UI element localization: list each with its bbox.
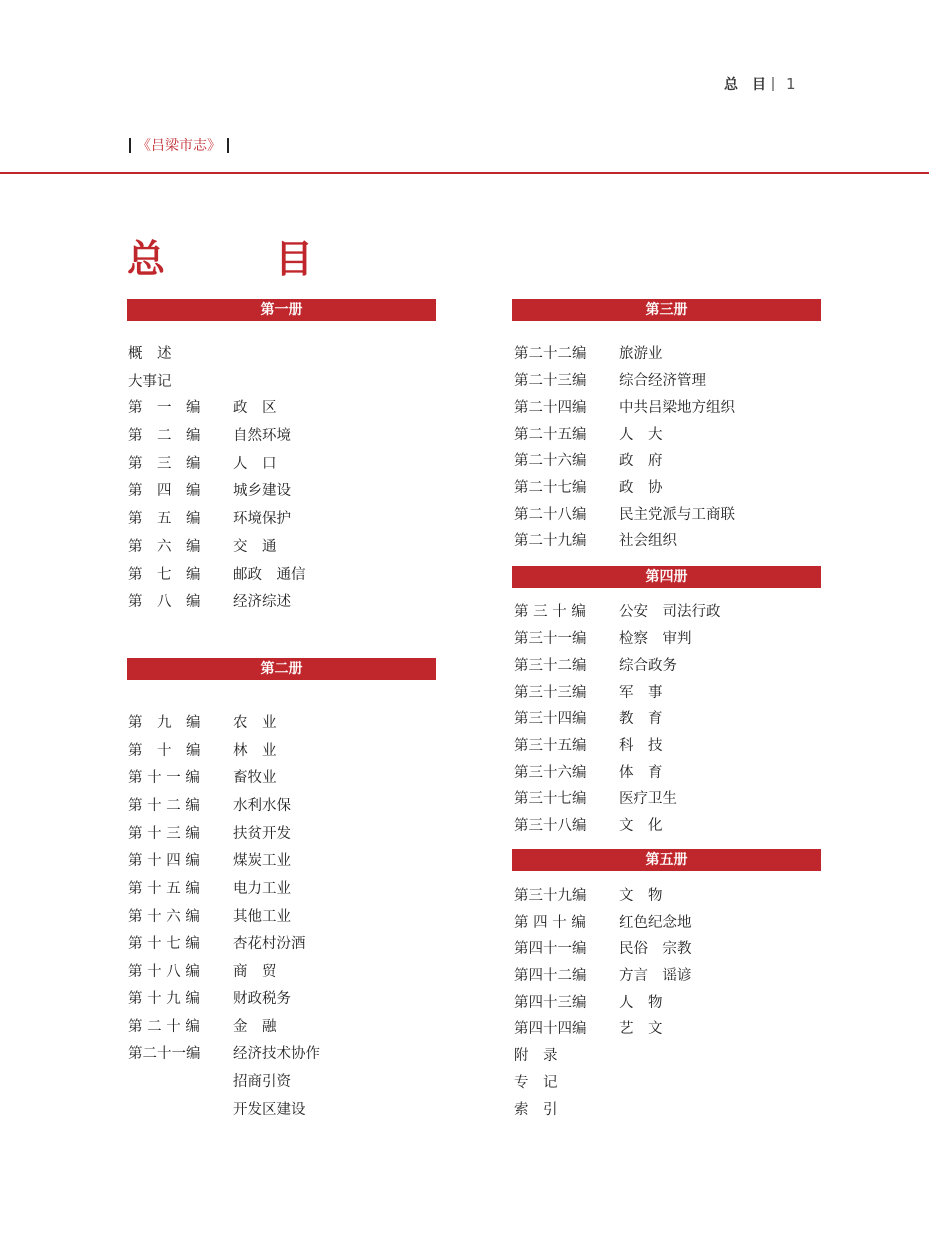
toc-part-number: 第二十九编 [514, 533, 587, 549]
toc-part-title: 中共吕梁地方组织 [619, 400, 735, 416]
toc-part-title: 招商引资 [233, 1074, 291, 1090]
volume-2-banner: 第二册 [127, 658, 436, 680]
toc-part-number: 索 引 [514, 1102, 558, 1118]
toc-part-title: 其他工业 [233, 909, 291, 925]
toc-part-number: 第 三 编 [128, 456, 201, 472]
toc-part-number: 第 四 十 编 [514, 915, 586, 931]
toc-part-title: 金 融 [233, 1019, 277, 1035]
toc-part-number: 第 十 四 编 [128, 853, 200, 869]
toc-part-title: 社会组织 [619, 533, 677, 549]
page-title: 总 目 [127, 236, 350, 281]
book-title-tag [129, 135, 229, 155]
toc-part-title: 医疗卫生 [619, 791, 677, 807]
toc-part-title: 开发区建设 [233, 1102, 306, 1118]
toc-part-number: 第 十 八 编 [128, 964, 200, 980]
toc-part-number: 专 记 [514, 1075, 558, 1091]
toc-part-title: 经济综述 [233, 594, 291, 610]
header-rule [0, 172, 929, 174]
toc-part-title: 财政税务 [233, 991, 291, 1007]
toc-part-title: 农 业 [233, 715, 277, 731]
toc-part-number: 第三十六编 [514, 765, 587, 781]
toc-part-number: 第 十 二 编 [128, 798, 200, 814]
toc-part-title: 自然环境 [233, 428, 291, 444]
toc-part-title: 畜牧业 [233, 770, 277, 786]
toc-part-number: 附 录 [514, 1048, 558, 1064]
toc-part-title: 综合经济管理 [619, 373, 706, 389]
toc-part-number: 第 十 九 编 [128, 991, 200, 1007]
header-separator [772, 77, 774, 91]
toc-part-number: 第三十四编 [514, 711, 587, 727]
toc-part-title: 民俗 宗教 [619, 941, 692, 957]
toc-part-title: 政 府 [619, 453, 663, 469]
toc-part-number: 第 七 编 [128, 567, 201, 583]
toc-part-number: 第 九 编 [128, 715, 201, 731]
toc-part-number: 第三十一编 [514, 631, 587, 647]
toc-part-title: 杏花村汾酒 [233, 936, 306, 952]
toc-part-title: 检察 审判 [619, 631, 692, 647]
toc-part-title: 军 事 [619, 685, 663, 701]
toc-part-number: 第三十七编 [514, 791, 587, 807]
toc-part-title: 环境保护 [233, 511, 291, 527]
toc-part-title: 人 口 [233, 456, 277, 472]
toc-part-number: 第二十五编 [514, 427, 587, 443]
toc-part-number: 第三十九编 [514, 888, 587, 904]
toc-part-number: 第 三 十 编 [514, 604, 586, 620]
toc-part-number: 第三十八编 [514, 818, 587, 834]
toc-part-number: 第三十五编 [514, 738, 587, 754]
toc-part-number: 第三十三编 [514, 685, 587, 701]
toc-part-number: 第四十一编 [514, 941, 587, 957]
toc-part-title: 方言 谣谚 [619, 968, 692, 984]
toc-part-number: 第二十七编 [514, 480, 587, 496]
book-title: 《吕梁市志》 [137, 138, 221, 154]
toc-part-title: 电力工业 [233, 881, 291, 897]
toc-part-title: 教 育 [619, 711, 663, 727]
toc-part-title: 煤炭工业 [233, 853, 291, 869]
toc-part-number: 第 十 七 编 [128, 936, 200, 952]
book-title-left-bar [129, 138, 131, 153]
volume-4-banner: 第四册 [512, 566, 821, 588]
toc-part-number: 第 一 编 [128, 400, 201, 416]
toc-part-number: 第 五 编 [128, 511, 201, 527]
toc-part-title: 人 大 [619, 427, 663, 443]
toc-part-number: 第二十六编 [514, 453, 587, 469]
book-title-right-bar [227, 138, 229, 153]
toc-part-number: 第四十二编 [514, 968, 587, 984]
toc-part-title: 文 物 [619, 888, 663, 904]
toc-part-title: 政 区 [233, 400, 277, 416]
toc-part-title: 科 技 [619, 738, 663, 754]
running-header [724, 74, 796, 94]
toc-part-title: 红色纪念地 [619, 915, 692, 931]
toc-part-number: 第四十四编 [514, 1021, 587, 1037]
toc-part-number: 第 二 编 [128, 428, 201, 444]
page-number: 1 [786, 75, 796, 93]
toc-part-number: 第 十 五 编 [128, 881, 200, 897]
toc-part-title: 艺 文 [619, 1021, 663, 1037]
toc-part-title: 政 协 [619, 480, 663, 496]
toc-part-title: 交 通 [233, 539, 277, 555]
toc-part-number: 第四十三编 [514, 995, 587, 1011]
toc-part-title: 水利水保 [233, 798, 291, 814]
toc-part-title: 文 化 [619, 818, 663, 834]
toc-part-number: 大事记 [128, 374, 172, 390]
toc-part-title: 邮政 通信 [233, 567, 306, 583]
toc-part-number: 第 六 编 [128, 539, 201, 555]
volume-3-banner: 第三册 [512, 299, 821, 321]
toc-part-title: 人 物 [619, 995, 663, 1011]
toc-part-number: 第 八 编 [128, 594, 201, 610]
toc-part-number: 概 述 [128, 346, 172, 362]
toc-part-number: 第 十 一 编 [128, 770, 200, 786]
running-header-title: 总 目 [724, 77, 766, 93]
toc-part-title: 扶贫开发 [233, 826, 291, 842]
toc-part-number: 第二十二编 [514, 346, 587, 362]
toc-part-title: 综合政务 [619, 658, 677, 674]
toc-part-title: 体 育 [619, 765, 663, 781]
toc-part-title: 商 贸 [233, 964, 277, 980]
toc-part-title: 公安 司法行政 [619, 604, 721, 620]
toc-part-number: 第 二 十 编 [128, 1019, 200, 1035]
volume-1-banner: 第一册 [127, 299, 436, 321]
toc-part-title: 旅游业 [619, 346, 663, 362]
toc-part-number: 第二十四编 [514, 400, 587, 416]
toc-part-number: 第二十一编 [128, 1046, 201, 1062]
toc-part-number: 第三十二编 [514, 658, 587, 674]
toc-part-number: 第 十 六 编 [128, 909, 200, 925]
toc-part-number: 第 四 编 [128, 483, 201, 499]
toc-part-title: 城乡建设 [233, 483, 291, 499]
toc-part-number: 第 十 编 [128, 743, 201, 759]
toc-part-number: 第 十 三 编 [128, 826, 200, 842]
toc-part-number: 第二十八编 [514, 507, 587, 523]
toc-part-title: 林 业 [233, 743, 277, 759]
volume-5-banner: 第五册 [512, 849, 821, 871]
toc-part-title: 民主党派与工商联 [619, 507, 735, 523]
toc-part-title: 经济技术协作 [233, 1046, 320, 1062]
toc-part-number: 第二十三编 [514, 373, 587, 389]
